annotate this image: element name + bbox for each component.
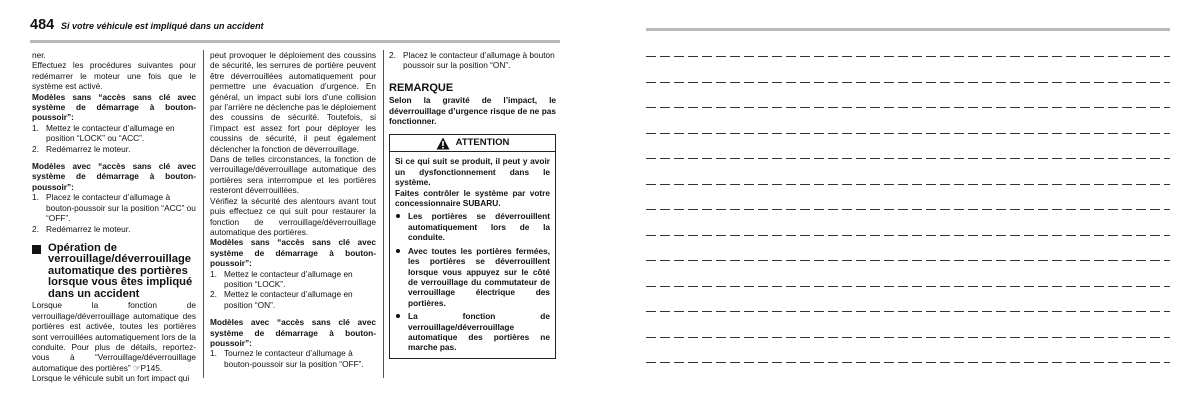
attention-box — [389, 134, 556, 358]
note-line — [646, 235, 1170, 236]
model-heading: Modèles avec “accès sans clé avec système de démarrage à bouton-poussoir”: — [32, 161, 196, 192]
bullet-dot-icon — [396, 214, 400, 218]
note-line — [646, 107, 1170, 108]
step-item: 1. Tournez le contacteur d’allumage à bouton-poussoir sur la position “OFF”. — [210, 348, 364, 369]
step-item: 1. Placez le contacteur d’allumage à bouton-poussoir sur la position “ACC” ou “OFF”. — [32, 192, 196, 224]
paragraph: Lorsque la fonction de verrouillage/déverrouillage automatique des portières est activée, toutes les portières sont verrouillées automatiquement lors de la conduite. Pour plus de détails, reportez-vous à “Verrouillage/déverrouillage automatique des portières” ☞P145. — [32, 300, 196, 373]
step-item: 2. Redémarrez le moteur. — [32, 143, 131, 154]
note-line — [646, 133, 1170, 134]
paragraph: Dans de telles circonstances, la fonction de verrouillage/déverrouillage automatique des portières sera interrompue et les portières resteront déverrouillées. — [210, 154, 376, 196]
attention-label: ATTENTION — [455, 137, 510, 149]
step-number: 2. — [32, 143, 39, 154]
step-list — [210, 269, 376, 311]
note-line — [646, 286, 1170, 287]
column-1 — [32, 50, 196, 384]
step-number: 2. — [210, 289, 217, 300]
attention-header — [390, 135, 555, 152]
bullet-dot-icon — [396, 314, 400, 318]
paragraph: Lorsque le véhicule subit un fort impact qui — [32, 373, 190, 384]
step-number: 2. — [32, 223, 39, 234]
note-line — [646, 184, 1170, 185]
step-list — [32, 192, 196, 234]
attention-bullet: Avec toutes les portières fermées, les portières se déverrouillent lorsque vous appuyez sur le côté de verrouillage du commutateur de verrouillage électrique des portières. — [395, 246, 550, 308]
step-list — [389, 50, 556, 71]
step-item: 1. Mettez le contacteur d’allumage en position “LOCK” ou “ACC”. — [32, 122, 175, 144]
step-item: 1. Mettez le contacteur d’allumage en position “LOCK”. — [210, 268, 353, 289]
note-line — [646, 311, 1170, 312]
attention-bullet-list — [395, 211, 550, 352]
step-item: 2. Mettez le contacteur d’allumage en position “ON”. — [210, 289, 353, 310]
step-number: 1. — [32, 192, 39, 203]
step-number: 1. — [32, 122, 39, 133]
paragraph: Vérifiez la sécurité des alentours avant tout puis effectuez ce qui suit pour restaurer la fonction de verrouillage/déverrouillage automatique des portières. — [210, 195, 376, 237]
step-item: 2. Placez le contacteur d’allumage à bouton poussoir sur la position “ON”. — [389, 50, 555, 71]
column-3 — [389, 50, 556, 359]
note-line — [646, 209, 1170, 210]
notes-area — [646, 56, 1170, 388]
paragraph: Effectuez les procédures suivantes pour redémarrer le moteur une fois que le système est activé. — [32, 60, 196, 92]
step-number: 2. — [389, 50, 396, 60]
paragraph: peut provoquer le déploiement des coussins de sécurité, les serrures de portière peuvent être déverrouillées automatiquement pour permettre une évacuation d’urgence. En général, un impact subi lors d’une collision par l’arrière ne déclenche pas le déploiement des coussins de sécurité. Toutefois, si l’impact est assez fort pour déployer les coussins de sécurité, il peut également déclencher la fonction de déverrouillage. — [210, 50, 376, 154]
page-number: 484 — [30, 17, 55, 33]
attention-body — [390, 152, 555, 357]
attention-intro: Faites contrôler le système par votre concessionnaire SUBARU. — [395, 187, 550, 209]
remark-title: REMARQUE — [389, 81, 454, 94]
step-list — [32, 123, 196, 154]
model-heading: Modèles sans “accès sans clé avec système de démarrage à bouton-poussoir”: — [210, 237, 376, 269]
note-line — [646, 158, 1170, 159]
note-line — [646, 56, 1170, 57]
remark-text: Selon la gravité de l’impact, le déverrouillage d’urgence risque de ne pas fonctionner. — [389, 95, 556, 127]
note-line — [646, 362, 1170, 363]
column-divider-1 — [203, 50, 204, 378]
note-line — [646, 337, 1170, 338]
square-bullet-icon — [32, 245, 41, 254]
attention-bullet: Les portières se déverrouillent automatiquement lors de la conduite. — [395, 211, 550, 242]
column-2 — [210, 50, 376, 369]
step-number: 1. — [210, 348, 217, 359]
bullet-dot-icon — [396, 249, 400, 253]
note-line — [646, 260, 1170, 261]
step-number: 1. — [210, 268, 217, 279]
model-heading: Modèles avec “accès sans clé avec système de démarrage à bouton-poussoir”: — [210, 317, 376, 348]
warning-triangle-icon — [436, 137, 450, 150]
header-rule-left — [30, 40, 560, 43]
running-title: Si votre véhicule est impliqué dans un accident — [61, 21, 264, 31]
attention-intro: Si ce qui suit se produit, il peut y avoir un dysfonctionnement dans le système. — [395, 156, 550, 188]
header-rule-right — [646, 28, 1170, 31]
column-divider-2 — [383, 50, 384, 378]
section-heading: Opération de verrouillage/déverrouillage automatique des portières lorsque vous êtes impliqué dans un accident — [32, 243, 196, 301]
attention-bullet: La fonction de verrouillage/déverrouillage automatique des portières ne marche pas. — [395, 311, 550, 353]
step-item: 2. Redémarrez le moteur. — [32, 223, 131, 234]
note-line — [646, 82, 1170, 83]
step-list — [210, 348, 376, 369]
paragraph: ner. — [32, 50, 46, 60]
model-heading: Modèles sans “accès sans clé avec système de démarrage à bouton-poussoir”: — [32, 91, 196, 123]
